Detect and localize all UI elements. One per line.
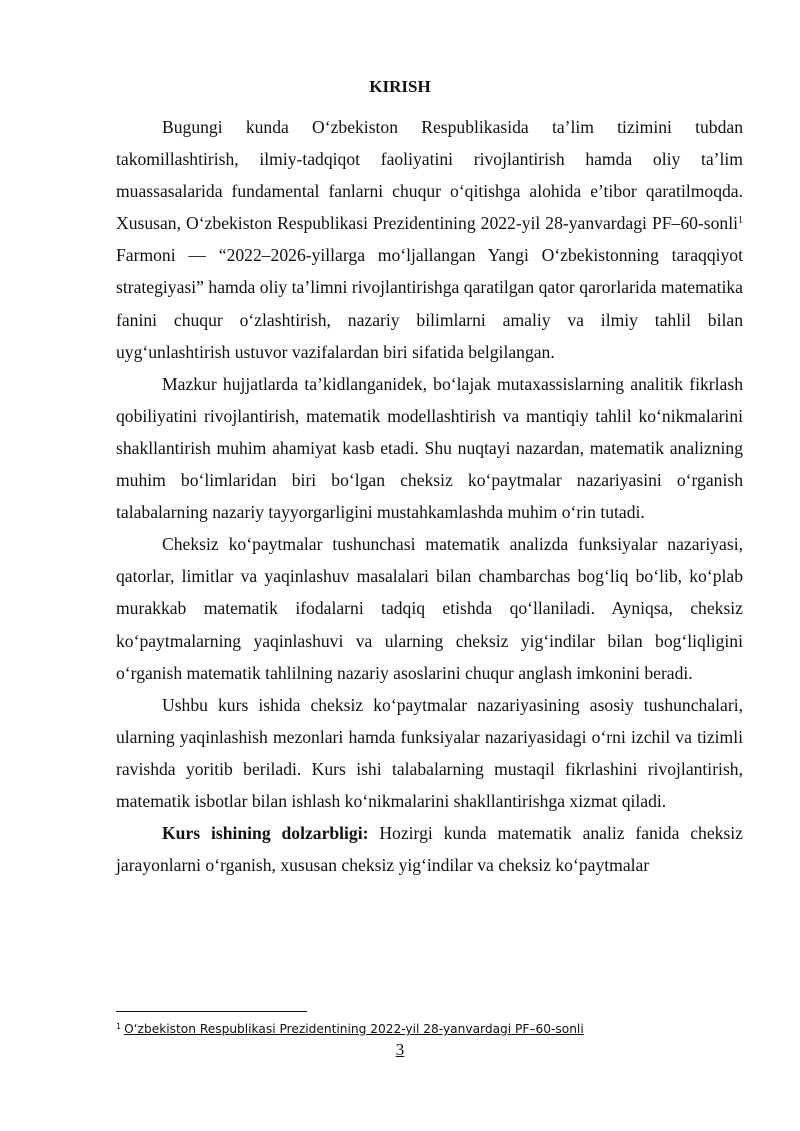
relevance-label: Kurs ishining dolzarbligi: [162,823,369,844]
footnote-divider [116,1011,307,1012]
paragraph-2: Mazkur hujjatlarda ta’kidlanganidek, bo‘lajak mutaxassislarning analitik fikrlash qobiliyatini rivojlantirish, matematik modellashtirish va mantiqiy tahlil ko‘nikmalarini shakllantirish muhim ahamiyat kasb etadi. Shu nuqtayi nazardan, matematik analizning muhim bo‘limlaridan biri bo‘lgan cheksiz ko‘paytmalar nazariyasini o‘rganish talabalarning nazariy tayyorgarligini mustahkamlashda muhim o‘rin tutadi. [116,373,743,523]
page-heading: KIRISH [369,77,431,96]
page-number: 3 [395,1040,405,1059]
body-text [116,111,743,881]
paragraph-5-text: Hozirgi kunda matematik analiz fanida cheksiz jarayonlarni o‘rganish, xususan cheksiz yig‘indilar va cheksiz ko‘paytmalar [116,823,743,876]
paragraph-4: Ushbu kurs ishida cheksiz ko‘paytmalar nazariyasining asosiy tushunchalari, ularning yaqinlashish mezonlari hamda funksiyalar nazariyasidagi o‘rni izchil va tizimli ravishda yoritib beriladi. Kurs ishi talabalarning mustaqil fikrlashini rivojlantirish, matematik isbotlar bilan ishlash ko‘nikmalarini shakllantirishga xizmat qiladi. [116,694,743,811]
paragraph-3: Cheksiz ko‘paytmalar tushunchasi matematik analizda funksiyalar nazariyasi, qatorlar, limitlar va yaqinlashuv masalalari bilan chambarchas bog‘liq bo‘lib, ko‘plab murakkab matematik ifodalarni tadqiq etishda qo‘llaniladi. Ayniqsa, cheksiz ko‘paytmalarning yaqinlashuvi va ularning cheksiz yig‘indilar bilan bog‘liqligini o‘rganish matematik tahlilning nazariy asoslarini chuqur anglash imkonini beradi. [116,534,743,683]
paragraph-1 [116,111,743,368]
footnote-text: O‘zbekiston Respublikasi Prezidentining 2022-yil 28-yanvardagi PF–60-sonli [124,1022,584,1036]
paragraph-5 [116,817,743,881]
footnote-number: 1 [116,1022,122,1031]
footnote-reference[interactable]: 1 [738,215,743,227]
footnote [116,1019,756,1037]
paragraph-1-part-b: Farmoni — “2022–2026-yillarga mo‘ljallangan Yangi O‘zbekistonning taraqqiyot strategiyasi” hamda oliy ta’limni rivojlantirishga qaratilgan qator qarorlarida matematika fanini chuqur o‘zlashtirish, nazariy bilimlarni amaliy va ilmiy tahlil bilan uyg‘unlashtirish ustuvor vazifalardan biri sifatida belgilangan. [116,245,743,362]
paragraph-1-part-a: Bugungi kunda O‘zbekiston Respublikasida ta’lim tizimini tubdan takomillashtirish, ilmiy-tadqiqot faoliyatini rivojlantirish hamda oliy ta’lim muassasalarida fundamental fanlarni chuqur o‘qitishga alohida e’tibor qaratilmoqda. Xususan, O‘zbekiston Respublikasi Prezidentining 2022-yil 28-yanvardagi PF–60-sonli [116,117,743,234]
